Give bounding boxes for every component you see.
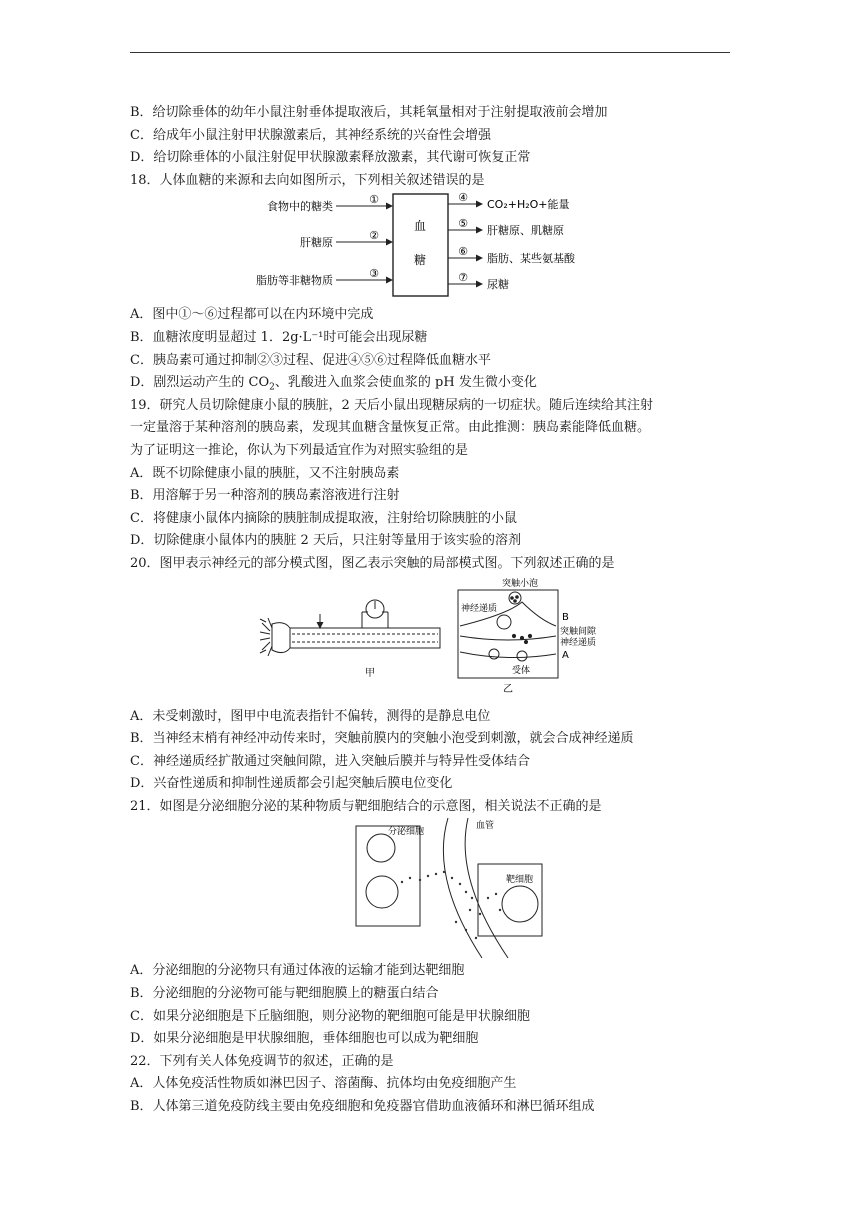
q20-neuron-synapse-figure [130, 576, 740, 706]
source-food-sugar: 食物中的糖类 [267, 200, 333, 214]
q21-option-b: B．分泌细胞的分泌物可能与靶细胞膜上的糖蛋白结合 [130, 986, 439, 1002]
label-a: A [562, 649, 569, 661]
q18-option-a: A．图中①～⑥过程都可以在内环境中完成 [130, 307, 374, 323]
vessel-wall-right [465, 818, 508, 958]
q18-d-text-1: D．剧烈运动产生的 CO [130, 375, 270, 391]
q18-option-c: C．胰岛素可通过抑制②③过程、促进④⑤⑥过程降低血糖水平 [130, 352, 491, 368]
postsynaptic-membrane [460, 652, 556, 658]
q19-option-a: A．既不切除健康小鼠的胰脏，又不注射胰岛素 [130, 465, 400, 481]
q19-stem-line-3: 为了证明这一推论，你认为下列最适宜作为对照实验组的是 [130, 442, 469, 458]
q19-option-c: C．将健康小鼠体内摘除的胰脏制成提取液，注射给切除胰脏的小鼠 [130, 510, 517, 526]
q17-option-b: B．给切除垂体的幼年小鼠注射垂体提取液后，其耗氧量相对于注射提取液前会增加 [130, 105, 608, 120]
mark-7: ⑦ [458, 271, 468, 285]
q20-option-d: D．兴奋性递质和抑制性递质都会引起突触后膜电位变化 [130, 776, 453, 792]
secretory-cell-frame [356, 826, 420, 926]
q21-figure-svg [130, 818, 740, 960]
receptor-1 [489, 649, 499, 659]
q21-option-d: D．如果分泌细胞是甲状腺细胞，垂体细胞也可以成为靶细胞 [130, 1031, 479, 1047]
mark-1: ① [369, 193, 379, 207]
label-cleft: 突触间隙 [560, 626, 597, 637]
blood-glucose-box [393, 194, 448, 296]
dendrites [260, 618, 272, 656]
q18-option-d [130, 372, 740, 395]
q21-stem: 21．如图是分泌细胞分泌的某种物质与靶细胞结合的示意图，相关说法不正确的是 [130, 798, 602, 814]
q19-stem-line-2: 一定量溶于某种溶剂的胰岛素，发现其血糖含量恢复正常。由此推测：胰岛素能降低血糖。 [130, 420, 651, 436]
label-transmitter-top: 神经递质 [461, 603, 498, 614]
mark-6: ⑥ [458, 245, 468, 259]
label-receptor: 受体 [512, 665, 531, 676]
q20-stem: 20．图甲表示神经元的部分模式图，图乙表示突触的局部模式图。下列叙述正确的是 [130, 555, 615, 571]
q20-option-b: B．当神经末梢有神经冲动传来时，突触前膜内的突触小泡受到刺激，就会合成神经递质 [130, 731, 634, 747]
sink-urine-sugar: 尿糖 [487, 278, 509, 292]
q21-option-a: A．分泌细胞的分泌物只有通过体液的运输才能到达靶细胞 [130, 963, 465, 979]
neuron-diagram [260, 600, 440, 656]
sink-energy: CO₂+H₂O+能量 [487, 198, 570, 212]
q20-option-c: C．神经递质经扩散通过突触间隙，进入突触后膜并与特异性受体结合 [130, 753, 530, 769]
label-secretory-cell: 分泌细胞 [388, 827, 425, 838]
q22-stem: 22．下列有关人体免疫调节的叙述，正确的是 [130, 1053, 394, 1069]
q18-d-text-2: 、乳酸进入血浆会使血浆的 pH 发生微小变化 [274, 375, 537, 391]
receptor-2 [517, 651, 527, 661]
q19-option-d: D．切除健康小鼠体内的胰脏 2 天后，只注射等量用于该实验的溶剂 [130, 533, 521, 549]
secretory-cell-2 [366, 876, 398, 908]
q18-d-subscript: 2 [269, 382, 275, 393]
q21-secretion-figure [130, 818, 740, 960]
mark-5: ⑤ [458, 217, 468, 231]
source-liver-glycogen: 肝糖原 [300, 236, 333, 250]
mark-2: ② [369, 229, 379, 243]
secretory-cell-1 [367, 834, 395, 862]
mark-4: ④ [458, 192, 468, 205]
q18-option-b: B．血糖浓度明显超过 1．2g·L⁻¹时可能会出现尿糖 [130, 329, 428, 345]
secretion-diagram [356, 818, 542, 958]
q20-option-a: A．未受刺激时，图甲中电流表指针不偏转，测得的是静息电位 [130, 708, 491, 724]
box-label-top: 血 [413, 219, 427, 234]
q18-stem: 18．人体血糖的来源和去向如图所示，下列相关叙述错误的是 [130, 172, 485, 188]
sink-glycogen: 肝糖原、肌糖原 [487, 224, 564, 238]
header-rule [130, 52, 730, 53]
q18-diagram-svg [130, 192, 740, 304]
label-jia: 甲 [365, 667, 375, 679]
label-yi: 乙 [503, 683, 513, 695]
target-cell [502, 886, 538, 922]
q18-blood-glucose-diagram [130, 192, 740, 304]
q17-option-c: C．给成年小鼠注射甲状腺激素后，其神经系统的兴奋性会增强 [130, 127, 491, 143]
q22-option-b: B．人体第三道免疫防线主要由免疫细胞和免疫器官借助血液循环和淋巴循环组成 [130, 1099, 595, 1115]
label-transmitter-right: 神经递质 [560, 637, 597, 648]
cell-body [272, 622, 290, 652]
box-label-bottom: 糖 [413, 253, 427, 268]
q20-figure-svg [130, 576, 740, 706]
source-non-sugar: 脂肪等非糖物质 [256, 274, 333, 288]
synaptic-cleft-line [460, 636, 556, 640]
label-vesicle: 突触小泡 [502, 578, 539, 589]
q22-option-a: A．人体免疫活性物质如淋巴因子、溶菌酶、抗体均由免疫细胞产生 [130, 1076, 517, 1092]
q17-option-d: D．给切除垂体的小鼠注射促甲状腺激素释放激素，其代谢可恢复正常 [130, 150, 531, 166]
vesicle-fusing [497, 615, 511, 629]
axon [290, 628, 440, 648]
label-vessel: 血管 [476, 821, 495, 832]
mark-3: ③ [369, 267, 379, 281]
q19-stem-line-1: 19．研究人员切除健康小鼠的胰脏，2 天后小鼠出现糖尿病的一切症状。随后连续给其注射 [130, 397, 653, 413]
secreted-molecules [401, 871, 501, 939]
label-target-cell: 靶细胞 [506, 875, 534, 886]
sink-fat-amino: 脂肪、某些氨基酸 [487, 252, 575, 266]
q19-option-b: B．用溶解于另一种溶剂的胰岛素溶液进行注射 [130, 488, 400, 504]
q21-option-c: C．如果分泌细胞是下丘脑细胞，则分泌物的靶细胞可能是甲状腺细胞 [130, 1008, 530, 1024]
label-b: B [562, 611, 569, 623]
exam-page [130, 102, 740, 1119]
